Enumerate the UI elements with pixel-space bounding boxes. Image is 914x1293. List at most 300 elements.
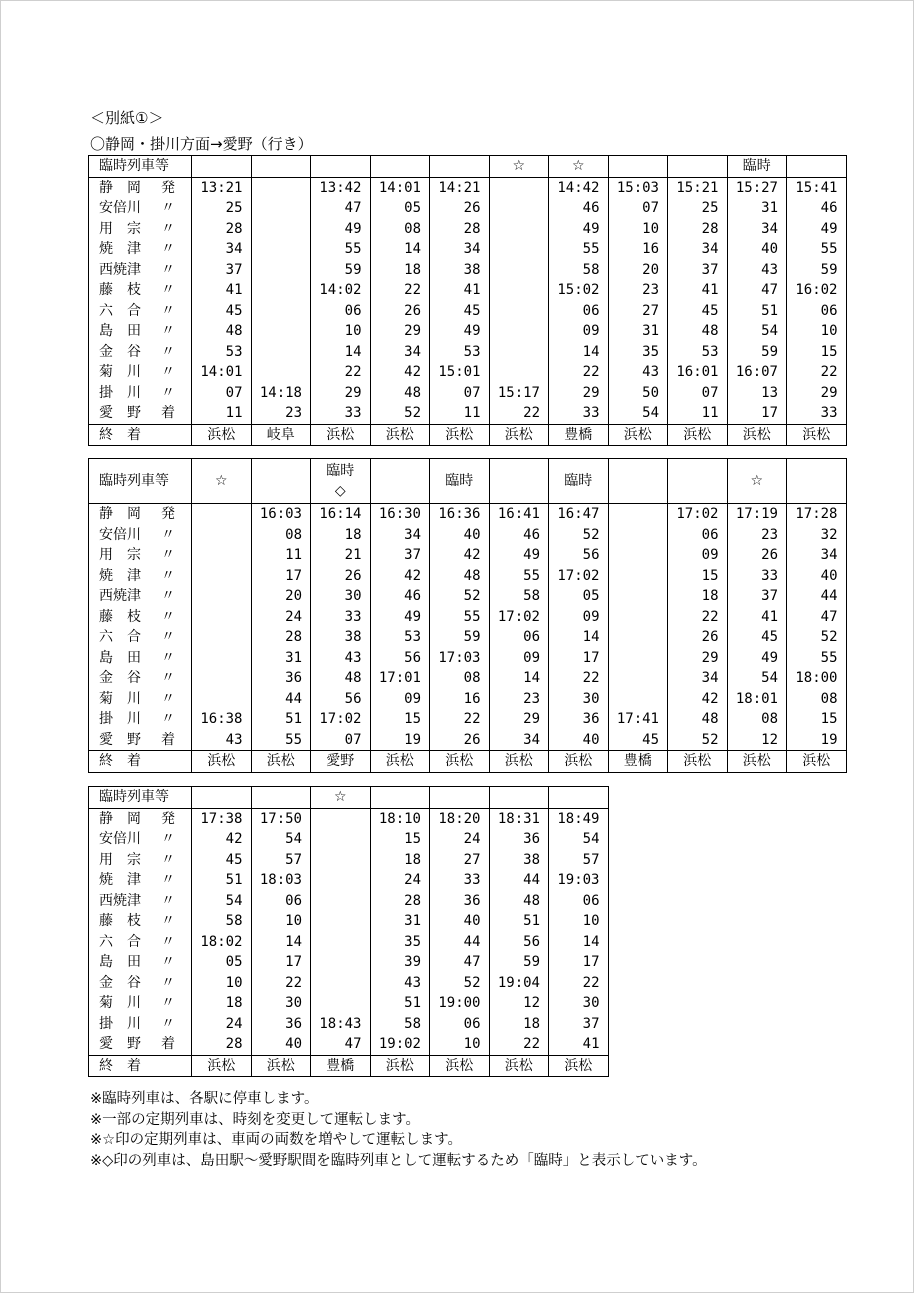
time-cell — [251, 239, 311, 260]
station-label: 愛 野 — [99, 405, 141, 422]
destination-cell: 浜松 — [370, 424, 430, 446]
time-cell: 29 — [787, 383, 847, 404]
time-cell: 32 — [787, 525, 847, 546]
destination-cell: 浜松 — [489, 424, 549, 446]
station-suffix: 発 — [161, 506, 175, 523]
train-mark: 臨時 — [727, 156, 787, 178]
station-suffix: 〃 — [161, 872, 175, 889]
time-cell: 29 — [370, 321, 430, 342]
time-cell: 31 — [727, 198, 787, 219]
time-cell: 26 — [430, 730, 490, 751]
station-suffix: 〃 — [161, 1015, 175, 1032]
time-cell: 22 — [311, 362, 371, 383]
time-cell: 11 — [430, 403, 490, 424]
train-mark — [370, 787, 430, 809]
station-name — [89, 586, 192, 607]
station-name — [89, 607, 192, 628]
time-cell: 22 — [549, 362, 609, 383]
time-cell: 52 — [430, 973, 490, 994]
station-row — [89, 689, 847, 710]
time-cell: 37 — [192, 260, 252, 281]
time-cell: 16:14 — [311, 504, 371, 525]
time-cell: 09 — [489, 648, 549, 669]
time-cell — [192, 545, 252, 566]
time-cell: 29 — [668, 648, 728, 669]
time-cell — [608, 627, 668, 648]
time-cell: 17:41 — [608, 709, 668, 730]
train-mark: ☆ — [311, 787, 371, 809]
station-suffix: 〃 — [161, 933, 175, 950]
time-cell — [311, 993, 371, 1014]
station-label: 安倍川 — [99, 526, 141, 543]
train-mark: 臨時 ◇ — [311, 459, 371, 504]
station-suffix: 〃 — [161, 220, 175, 237]
time-cell: 14 — [311, 342, 371, 363]
train-mark: ☆ — [549, 156, 609, 178]
station-label: 掛 川 — [99, 711, 141, 728]
time-cell: 15:02 — [549, 280, 609, 301]
time-cell: 16:01 — [668, 362, 728, 383]
time-cell: 17 — [549, 952, 609, 973]
time-cell: 15:41 — [787, 177, 847, 198]
destination-cell: 浜松 — [489, 1055, 549, 1077]
destination-cell: 浜松 — [251, 751, 311, 773]
time-cell — [192, 525, 252, 546]
time-cell: 16:41 — [489, 504, 549, 525]
destination-cell: 豊橋 — [311, 1055, 371, 1077]
time-cell: 15:01 — [430, 362, 490, 383]
time-cell: 07 — [311, 730, 371, 751]
station-suffix: 〃 — [161, 364, 175, 381]
time-cell: 33 — [430, 870, 490, 891]
station-row — [89, 383, 847, 404]
time-cell: 37 — [549, 1014, 609, 1035]
time-cell: 17 — [251, 566, 311, 587]
time-cell: 08 — [370, 219, 430, 240]
timetable-2 — [88, 458, 847, 773]
train-mark — [430, 787, 490, 809]
time-cell: 52 — [668, 730, 728, 751]
time-cell: 34 — [668, 239, 728, 260]
train-mark: ☆ — [192, 459, 252, 504]
station-name — [89, 850, 192, 871]
station-label: 六 合 — [99, 302, 141, 319]
station-name — [89, 525, 192, 546]
time-cell: 06 — [489, 627, 549, 648]
time-cell: 22 — [549, 973, 609, 994]
station-name — [89, 219, 192, 240]
note-3: ※☆印の定期列車は、車両の両数を増やして運転します。 — [90, 1132, 462, 1148]
station-name — [89, 689, 192, 710]
station-row — [89, 808, 609, 829]
time-cell — [192, 566, 252, 587]
time-cell: 34 — [370, 525, 430, 546]
station-label: 菊 川 — [99, 690, 141, 707]
time-cell: 36 — [549, 709, 609, 730]
time-cell: 42 — [668, 689, 728, 710]
time-cell: 05 — [370, 198, 430, 219]
time-cell: 33 — [311, 607, 371, 628]
time-cell: 55 — [430, 607, 490, 628]
time-cell: 17:02 — [489, 607, 549, 628]
time-cell: 14 — [489, 668, 549, 689]
station-row — [89, 198, 847, 219]
time-cell: 11 — [192, 403, 252, 424]
time-cell: 13:42 — [311, 177, 371, 198]
station-name — [89, 709, 192, 730]
time-cell: 16:07 — [727, 362, 787, 383]
time-cell: 10 — [608, 219, 668, 240]
time-cell: 18:49 — [549, 808, 609, 829]
station-name — [89, 1014, 192, 1035]
time-cell: 15 — [370, 709, 430, 730]
station-suffix: 着 — [161, 405, 175, 422]
time-cell: 11 — [668, 403, 728, 424]
station-name — [89, 668, 192, 689]
train-mark — [251, 787, 311, 809]
time-cell: 15:21 — [668, 177, 728, 198]
train-mark — [192, 787, 252, 809]
time-cell: 14:02 — [311, 280, 371, 301]
time-cell: 52 — [549, 525, 609, 546]
station-row — [89, 973, 609, 994]
time-cell: 24 — [370, 870, 430, 891]
station-name — [89, 808, 192, 829]
time-cell: 38 — [489, 850, 549, 871]
station-name — [89, 198, 192, 219]
time-cell: 22 — [549, 668, 609, 689]
time-cell — [489, 280, 549, 301]
time-cell — [251, 342, 311, 363]
time-cell: 15:17 — [489, 383, 549, 404]
station-label: 西焼津 — [99, 588, 141, 605]
station-name — [89, 829, 192, 850]
station-row — [89, 280, 847, 301]
time-cell: 34 — [727, 219, 787, 240]
station-name — [89, 932, 192, 953]
time-cell: 57 — [549, 850, 609, 871]
time-cell: 44 — [489, 870, 549, 891]
time-cell: 18:20 — [430, 808, 490, 829]
time-cell: 57 — [251, 850, 311, 871]
station-suffix: 〃 — [161, 831, 175, 848]
time-cell: 33 — [549, 403, 609, 424]
destination-cell: 浜松 — [608, 424, 668, 446]
station-label: 愛 野 — [99, 1036, 141, 1053]
row-header-label: 臨時列車等 — [89, 787, 192, 809]
destination-row — [89, 1055, 609, 1077]
time-cell: 41 — [668, 280, 728, 301]
station-suffix: 〃 — [161, 547, 175, 564]
time-cell: 09 — [549, 607, 609, 628]
time-cell — [192, 627, 252, 648]
time-cell: 18 — [489, 1014, 549, 1035]
time-cell: 40 — [787, 566, 847, 587]
time-cell: 15:27 — [727, 177, 787, 198]
time-cell: 10 — [192, 973, 252, 994]
time-cell: 55 — [549, 239, 609, 260]
note-1: ※臨時列車は、各駅に停車します。 — [90, 1091, 319, 1107]
destination-label: 終 着 — [89, 424, 192, 446]
time-cell: 59 — [430, 627, 490, 648]
station-name — [89, 973, 192, 994]
station-suffix: 〃 — [161, 323, 175, 340]
station-label: 藤 枝 — [99, 608, 141, 625]
time-cell: 15:03 — [608, 177, 668, 198]
time-cell: 14:21 — [430, 177, 490, 198]
time-cell: 30 — [251, 993, 311, 1014]
time-cell — [489, 177, 549, 198]
station-label: 西焼津 — [99, 261, 141, 278]
time-cell: 30 — [549, 689, 609, 710]
time-cell — [489, 342, 549, 363]
time-cell: 14:01 — [192, 362, 252, 383]
time-cell: 22 — [370, 280, 430, 301]
time-cell: 18:10 — [370, 808, 430, 829]
time-cell: 47 — [311, 198, 371, 219]
time-cell: 16 — [430, 689, 490, 710]
timetable-3 — [88, 786, 609, 1077]
time-cell: 40 — [251, 1034, 311, 1055]
time-cell: 17:50 — [251, 808, 311, 829]
time-cell: 18 — [668, 586, 728, 607]
station-suffix: 〃 — [161, 995, 175, 1012]
time-cell: 22 — [668, 607, 728, 628]
train-mark — [192, 156, 252, 178]
destination-cell: 浜松 — [192, 751, 252, 773]
time-cell: 33 — [787, 403, 847, 424]
time-cell — [192, 504, 252, 525]
train-mark — [430, 156, 490, 178]
time-cell: 58 — [549, 260, 609, 281]
time-cell: 54 — [251, 829, 311, 850]
station-name — [89, 870, 192, 891]
train-mark — [489, 459, 549, 504]
time-cell: 47 — [311, 1034, 371, 1055]
time-cell — [608, 525, 668, 546]
station-label: 菊 川 — [99, 364, 141, 381]
station-name — [89, 911, 192, 932]
train-type-row — [89, 459, 847, 504]
time-cell: 17:03 — [430, 648, 490, 669]
station-row — [89, 993, 609, 1014]
train-mark — [608, 156, 668, 178]
time-cell: 18:01 — [727, 689, 787, 710]
station-name — [89, 504, 192, 525]
time-cell: 52 — [430, 586, 490, 607]
train-mark — [370, 156, 430, 178]
destination-cell: 豊橋 — [608, 751, 668, 773]
destination-cell: 浜松 — [727, 424, 787, 446]
time-cell: 53 — [430, 342, 490, 363]
time-cell: 06 — [668, 525, 728, 546]
time-cell: 45 — [192, 301, 252, 322]
station-name — [89, 952, 192, 973]
time-cell: 26 — [668, 627, 728, 648]
time-cell: 49 — [489, 545, 549, 566]
station-name — [89, 239, 192, 260]
time-cell: 22 — [430, 709, 490, 730]
time-cell: 29 — [549, 383, 609, 404]
time-cell: 58 — [489, 586, 549, 607]
station-name — [89, 301, 192, 322]
station-suffix: 〃 — [161, 690, 175, 707]
time-cell: 10 — [787, 321, 847, 342]
train-mark — [251, 459, 311, 504]
destination-cell: 豊橋 — [549, 424, 609, 446]
time-cell: 41 — [727, 607, 787, 628]
time-cell: 17 — [549, 648, 609, 669]
train-mark — [370, 459, 430, 504]
station-label: 用 宗 — [99, 851, 141, 868]
train-mark — [787, 459, 847, 504]
time-cell: 54 — [727, 668, 787, 689]
time-cell: 37 — [668, 260, 728, 281]
station-suffix: 〃 — [161, 200, 175, 217]
station-label: 掛 川 — [99, 1015, 141, 1032]
station-label: 用 宗 — [99, 547, 141, 564]
time-cell: 17:02 — [311, 709, 371, 730]
destination-label: 終 着 — [89, 1055, 192, 1077]
time-cell: 42 — [430, 545, 490, 566]
time-cell — [311, 870, 371, 891]
time-cell: 38 — [430, 260, 490, 281]
time-cell: 05 — [549, 586, 609, 607]
station-row — [89, 870, 609, 891]
destination-cell: 浜松 — [311, 424, 371, 446]
time-cell: 08 — [251, 525, 311, 546]
station-label: 安倍川 — [99, 831, 141, 848]
time-cell: 18:43 — [311, 1014, 371, 1035]
time-cell: 56 — [370, 648, 430, 669]
time-cell: 17:38 — [192, 808, 252, 829]
time-cell: 17:01 — [370, 668, 430, 689]
station-name — [89, 545, 192, 566]
time-cell: 36 — [489, 829, 549, 850]
time-cell: 19 — [787, 730, 847, 751]
time-cell: 55 — [787, 239, 847, 260]
station-row — [89, 525, 847, 546]
time-cell: 23 — [608, 280, 668, 301]
time-cell: 09 — [549, 321, 609, 342]
time-cell: 17:28 — [787, 504, 847, 525]
time-cell: 34 — [370, 342, 430, 363]
time-cell: 31 — [608, 321, 668, 342]
station-label: 金 谷 — [99, 343, 141, 360]
station-label: 安倍川 — [99, 200, 141, 217]
time-cell: 49 — [787, 219, 847, 240]
time-cell: 36 — [251, 668, 311, 689]
time-cell — [608, 545, 668, 566]
time-cell: 55 — [311, 239, 371, 260]
time-cell: 49 — [370, 607, 430, 628]
time-cell — [608, 689, 668, 710]
direction-heading: 〇静岡・掛川方面→愛野（行き） — [90, 135, 313, 153]
station-label: 用 宗 — [99, 220, 141, 237]
station-suffix: 〃 — [161, 711, 175, 728]
time-cell: 26 — [311, 566, 371, 587]
time-cell: 28 — [370, 891, 430, 912]
time-cell: 50 — [608, 383, 668, 404]
time-cell: 43 — [311, 648, 371, 669]
time-cell: 52 — [787, 627, 847, 648]
station-name — [89, 383, 192, 404]
station-suffix: 〃 — [161, 649, 175, 666]
time-cell: 06 — [311, 301, 371, 322]
time-cell: 34 — [787, 545, 847, 566]
time-cell: 14 — [370, 239, 430, 260]
destination-cell: 浜松 — [727, 751, 787, 773]
time-cell: 48 — [430, 566, 490, 587]
time-cell: 51 — [192, 870, 252, 891]
time-cell: 48 — [370, 383, 430, 404]
time-cell: 27 — [608, 301, 668, 322]
time-cell: 40 — [430, 525, 490, 546]
station-suffix: 〃 — [161, 629, 175, 646]
station-suffix: 〃 — [161, 974, 175, 991]
time-cell: 20 — [608, 260, 668, 281]
station-row — [89, 545, 847, 566]
time-cell — [489, 260, 549, 281]
time-cell: 49 — [549, 219, 609, 240]
time-cell — [608, 607, 668, 628]
time-cell: 38 — [311, 627, 371, 648]
station-suffix: 〃 — [161, 241, 175, 258]
time-cell — [311, 973, 371, 994]
time-cell: 51 — [489, 911, 549, 932]
time-cell: 24 — [430, 829, 490, 850]
time-cell — [489, 239, 549, 260]
station-label: 島 田 — [99, 954, 141, 971]
time-cell: 35 — [370, 932, 430, 953]
time-cell — [608, 668, 668, 689]
time-cell — [311, 829, 371, 850]
time-cell — [608, 648, 668, 669]
train-mark — [608, 459, 668, 504]
time-cell: 43 — [370, 973, 430, 994]
time-cell: 10 — [251, 911, 311, 932]
train-mark — [787, 156, 847, 178]
time-cell: 14 — [549, 932, 609, 953]
station-row — [89, 301, 847, 322]
time-cell: 47 — [430, 952, 490, 973]
time-cell: 35 — [608, 342, 668, 363]
time-cell: 12 — [727, 730, 787, 751]
station-suffix: 〃 — [161, 384, 175, 401]
station-row — [89, 321, 847, 342]
time-cell: 07 — [192, 383, 252, 404]
time-cell: 11 — [251, 545, 311, 566]
train-mark: ☆ — [489, 156, 549, 178]
station-suffix: 〃 — [161, 261, 175, 278]
time-cell: 55 — [489, 566, 549, 587]
time-cell: 18 — [311, 525, 371, 546]
station-label: 静 岡 — [99, 179, 141, 196]
time-cell — [251, 321, 311, 342]
time-cell: 28 — [430, 219, 490, 240]
time-cell: 15 — [370, 829, 430, 850]
station-suffix: 〃 — [161, 851, 175, 868]
time-cell — [608, 586, 668, 607]
time-cell: 45 — [668, 301, 728, 322]
time-cell: 39 — [370, 952, 430, 973]
time-cell: 56 — [311, 689, 371, 710]
station-name — [89, 1034, 192, 1055]
time-cell: 40 — [430, 911, 490, 932]
station-row — [89, 566, 847, 587]
time-cell: 49 — [727, 648, 787, 669]
time-cell: 54 — [192, 891, 252, 912]
